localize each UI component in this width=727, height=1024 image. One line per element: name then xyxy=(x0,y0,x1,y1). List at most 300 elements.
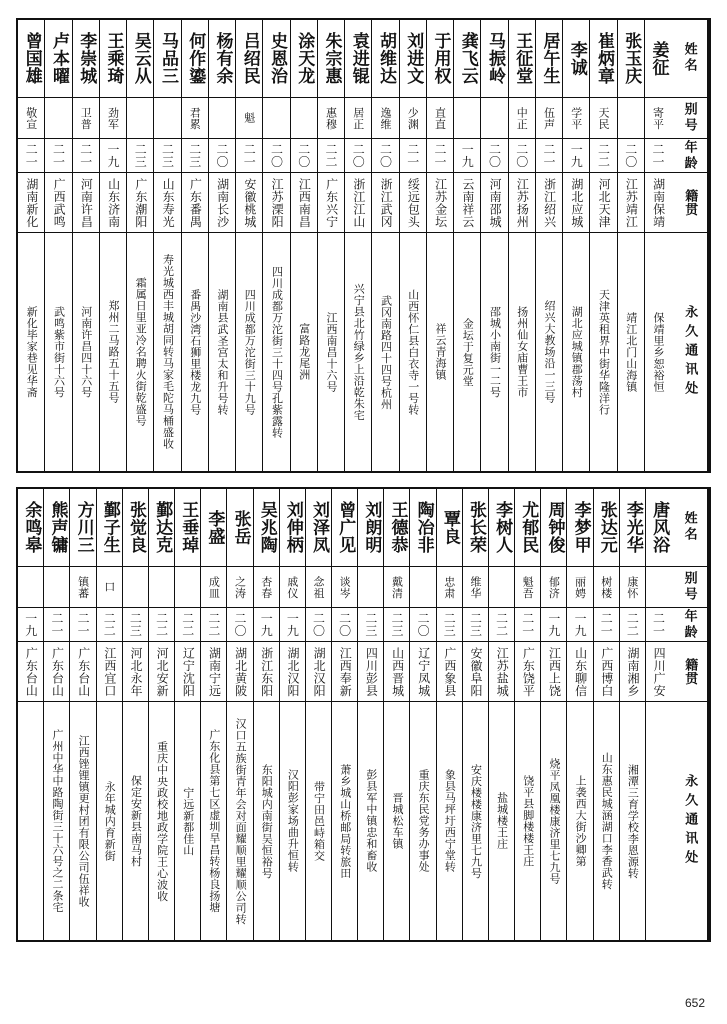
person-alias xyxy=(515,567,540,609)
person-alias xyxy=(280,567,305,609)
person-alias xyxy=(618,98,644,140)
person-native-place xyxy=(254,642,279,702)
table-record-column xyxy=(535,20,562,471)
address-text: 宁远新都佳山 xyxy=(181,786,195,856)
person-native-place xyxy=(18,642,43,702)
person-address xyxy=(201,702,226,940)
person-address xyxy=(100,233,126,471)
alias-text: 戚仪 xyxy=(285,575,299,599)
table-header-column xyxy=(671,20,709,471)
name-text: 刘朗明 xyxy=(361,501,382,554)
name-text: 吴云从 xyxy=(130,32,151,85)
person-alias xyxy=(73,98,99,140)
person-name xyxy=(182,20,208,98)
person-address xyxy=(358,702,383,940)
person-address xyxy=(645,233,671,471)
table-record-column xyxy=(344,20,371,471)
person-alias xyxy=(306,567,331,609)
age-text: 二〇 xyxy=(214,143,229,169)
person-name xyxy=(400,20,426,98)
alias-text: 寄平 xyxy=(651,106,665,130)
native-text: 湖北汉阳 xyxy=(285,646,300,697)
person-age xyxy=(400,139,426,173)
alias-text: 天民 xyxy=(596,106,610,130)
name-text: 尤郁民 xyxy=(518,501,539,554)
person-native-place xyxy=(263,173,289,233)
native-text: 江西南昌 xyxy=(297,177,312,228)
person-age xyxy=(645,139,671,173)
person-age xyxy=(620,608,645,642)
name-text: 刘进文 xyxy=(403,32,424,85)
person-alias xyxy=(45,98,71,140)
alias-text: 戴清 xyxy=(390,575,404,599)
age-text: 二三 xyxy=(389,612,404,638)
native-text: 广东番禺 xyxy=(188,177,203,228)
name-text: 覃良 xyxy=(439,509,460,545)
person-name xyxy=(541,489,566,567)
table-record-column xyxy=(426,20,453,471)
table-record-column xyxy=(126,20,153,471)
person-age xyxy=(463,608,488,642)
native-text: 江苏靖江 xyxy=(624,177,639,228)
person-address xyxy=(127,233,153,471)
person-alias xyxy=(646,567,671,609)
alias-text: 念祖 xyxy=(312,575,325,599)
person-alias xyxy=(594,567,619,609)
native-text: 广东台山 xyxy=(76,646,91,697)
name-text: 袁进锟 xyxy=(348,32,369,85)
person-alias xyxy=(44,567,69,609)
person-age xyxy=(318,139,344,173)
table-record-column xyxy=(18,489,43,940)
address-text: 带宁田邑峙箱交 xyxy=(312,780,326,862)
name-text: 周钟俊 xyxy=(544,501,565,554)
person-age xyxy=(515,608,540,642)
person-address xyxy=(291,233,317,471)
person-age xyxy=(254,608,279,642)
person-name xyxy=(254,489,279,567)
person-alias xyxy=(263,98,289,140)
person-alias xyxy=(410,567,435,609)
name-text: 张长荣 xyxy=(465,501,486,554)
person-address xyxy=(646,702,671,940)
person-native-place xyxy=(201,642,226,702)
age-text: 二〇 xyxy=(416,612,431,638)
alias-text: 维华 xyxy=(468,575,482,599)
person-address xyxy=(400,233,426,471)
header-name-text: 姓名 xyxy=(681,511,697,544)
person-age xyxy=(70,608,95,642)
table-record-column xyxy=(566,489,592,940)
person-address xyxy=(280,702,305,940)
person-age xyxy=(567,608,592,642)
person-native-place xyxy=(481,173,507,233)
person-address xyxy=(410,702,435,940)
name-text: 李光华 xyxy=(622,501,643,554)
person-native-place xyxy=(332,642,357,702)
person-address xyxy=(70,702,95,940)
alias-text: 学平 xyxy=(569,106,583,130)
address-text: 山西怀仁县白衣寺一号转 xyxy=(406,288,420,416)
person-address xyxy=(254,702,279,940)
age-text: 二〇 xyxy=(351,143,366,169)
native-text: 河北永年 xyxy=(129,646,144,697)
person-address xyxy=(454,233,480,471)
person-address xyxy=(18,233,44,471)
person-native-place xyxy=(209,173,235,233)
age-text: 二二 xyxy=(180,612,195,638)
age-text: 二一 xyxy=(432,143,447,169)
person-native-place xyxy=(427,173,453,233)
person-address xyxy=(175,702,200,940)
address-text: 兴宁县北竹绿乡上沿乾朱宅 xyxy=(352,283,366,422)
native-text: 湖南保靖 xyxy=(651,177,666,228)
age-text: 二二 xyxy=(154,612,169,638)
table-record-column xyxy=(645,489,671,940)
person-native-place xyxy=(175,642,200,702)
person-native-place xyxy=(590,173,616,233)
person-age xyxy=(481,139,507,173)
person-alias xyxy=(645,98,671,140)
person-alias xyxy=(332,567,357,609)
age-text: 二一 xyxy=(51,143,66,169)
table-record-column xyxy=(331,489,357,940)
person-address xyxy=(594,702,619,940)
native-text: 湖南长沙 xyxy=(215,177,230,228)
age-text: 二二 xyxy=(102,612,117,638)
person-age xyxy=(201,608,226,642)
native-text: 湖南湘乡 xyxy=(625,646,640,697)
person-native-place xyxy=(618,173,644,233)
person-name xyxy=(590,20,616,98)
address-text: 江西南昌十六号 xyxy=(325,311,339,393)
column-header-alias xyxy=(671,567,707,609)
age-text: 二〇 xyxy=(311,612,326,638)
person-native-place xyxy=(400,173,426,233)
person-alias xyxy=(254,567,279,609)
column-header-alias xyxy=(671,98,707,140)
native-text: 浙江武冈 xyxy=(379,177,394,228)
table-record-column xyxy=(96,489,122,940)
person-name xyxy=(97,489,122,567)
person-alias xyxy=(345,98,371,140)
address-text: 四川成都万沱街三十四号孔紫露转 xyxy=(270,265,284,439)
age-text: 二三 xyxy=(128,612,143,638)
person-native-place xyxy=(384,642,409,702)
person-name xyxy=(127,20,153,98)
person-name xyxy=(509,20,535,98)
person-age xyxy=(509,139,535,173)
person-name xyxy=(318,20,344,98)
person-alias xyxy=(182,98,208,140)
age-text: 二三 xyxy=(442,612,457,638)
person-address xyxy=(44,702,69,940)
age-text: 二〇 xyxy=(269,143,284,169)
person-name xyxy=(154,20,180,98)
person-address xyxy=(18,702,43,940)
person-alias xyxy=(427,98,453,140)
person-age xyxy=(384,608,409,642)
name-text: 马振岭 xyxy=(485,32,506,85)
person-age xyxy=(541,608,566,642)
name-text: 张岳 xyxy=(230,509,251,545)
person-age xyxy=(154,139,180,173)
person-native-place xyxy=(509,173,535,233)
header-name-text: 姓名 xyxy=(681,42,697,75)
table-record-column xyxy=(43,489,69,940)
person-alias xyxy=(201,567,226,609)
address-text: 河南许昌四十六号 xyxy=(79,306,93,399)
table-record-column xyxy=(174,489,200,940)
person-alias xyxy=(489,567,514,609)
column-header-address xyxy=(671,702,707,940)
address-text: 祥云青海镇 xyxy=(434,323,448,381)
person-age xyxy=(100,139,126,173)
header-native-text: 籍贯 xyxy=(682,658,698,686)
age-text: 二一 xyxy=(599,612,614,638)
address-text: 广东化县第七区虚圳旱昌转杨良扬塘 xyxy=(207,729,221,914)
table-record-column xyxy=(18,20,44,471)
person-name xyxy=(437,489,462,567)
person-name xyxy=(646,489,671,567)
person-native-place xyxy=(620,642,645,702)
alias-text: 劲军 xyxy=(106,106,120,130)
name-text: 张觉良 xyxy=(125,501,146,554)
native-text: 广东台山 xyxy=(24,646,39,697)
person-name xyxy=(291,20,317,98)
native-text: 河北天津 xyxy=(597,177,612,228)
address-text: 绍兴大教场沿一三号 xyxy=(543,300,557,404)
table-record-column xyxy=(399,20,426,471)
person-name xyxy=(515,489,540,567)
address-text: 武鸣紫市街十六号 xyxy=(52,306,66,399)
person-age xyxy=(306,608,331,642)
person-native-place xyxy=(280,642,305,702)
person-native-place xyxy=(515,642,540,702)
table-record-column xyxy=(480,20,507,471)
age-text: 二〇 xyxy=(233,612,248,638)
column-header-name xyxy=(671,20,707,98)
person-address xyxy=(123,702,148,940)
address-text: 山东惠民城涵湖口李香武转 xyxy=(600,752,614,891)
age-text: 一九 xyxy=(569,143,584,169)
age-text: 二〇 xyxy=(296,143,311,169)
native-text: 湖北黄陂 xyxy=(233,646,248,697)
person-address xyxy=(227,702,252,940)
age-text: 二一 xyxy=(24,143,39,169)
person-address xyxy=(509,233,535,471)
person-alias xyxy=(18,567,43,609)
native-text: 湖北汉阳 xyxy=(312,646,327,697)
column-header-native xyxy=(671,642,707,702)
person-name xyxy=(481,20,507,98)
person-native-place xyxy=(123,642,148,702)
person-alias xyxy=(620,567,645,609)
name-text: 李树人 xyxy=(492,501,513,554)
header-native-text: 籍贯 xyxy=(682,189,698,217)
person-native-place xyxy=(227,642,252,702)
person-address xyxy=(620,702,645,940)
person-name xyxy=(45,20,71,98)
native-text: 辽宁凤城 xyxy=(416,646,431,697)
column-header-native xyxy=(671,173,707,233)
person-alias xyxy=(563,98,589,140)
person-age xyxy=(18,608,43,642)
name-text: 刘泽凤 xyxy=(309,501,330,554)
native-text: 广西象县 xyxy=(442,646,457,697)
age-text: 二二 xyxy=(494,612,509,638)
person-age xyxy=(97,608,122,642)
person-native-place xyxy=(149,642,174,702)
alias-text: 之涛 xyxy=(233,575,247,599)
age-text: 二一 xyxy=(651,612,666,638)
alias-text: 杏春 xyxy=(259,575,273,599)
header-age-text: 年龄 xyxy=(681,139,697,172)
person-address xyxy=(332,702,357,940)
name-text: 张达元 xyxy=(596,501,617,554)
age-text: 二一 xyxy=(405,143,420,169)
person-age xyxy=(263,139,289,173)
age-text: 一九 xyxy=(285,612,300,638)
age-text: 二一 xyxy=(78,143,93,169)
native-text: 湖南新化 xyxy=(24,177,39,228)
person-native-place xyxy=(70,642,95,702)
address-text: 湘潭三育学校李恩源转 xyxy=(626,763,640,879)
person-age xyxy=(175,608,200,642)
person-age xyxy=(209,139,235,173)
address-text: 新化毕家巷见华斋 xyxy=(25,306,39,399)
address-text: 汉口五族街青年会对面耀顺里耀顺公司转 xyxy=(234,717,248,925)
native-text: 江苏盐城 xyxy=(495,646,510,697)
person-name xyxy=(463,489,488,567)
alias-text: 树楼 xyxy=(599,575,613,599)
table-record-column xyxy=(514,489,540,940)
person-native-place xyxy=(44,642,69,702)
address-text: 广州中华中路陶街三十六号之二条宅 xyxy=(50,729,64,914)
person-name xyxy=(100,20,126,98)
header-alias-text: 别号 xyxy=(681,102,697,135)
person-native-place xyxy=(345,173,371,233)
name-text: 熊声镛 xyxy=(47,501,68,554)
person-alias xyxy=(400,98,426,140)
age-text: 二一 xyxy=(76,612,91,638)
header-alias-text: 别号 xyxy=(681,571,697,604)
alias-text: 中正 xyxy=(515,106,529,130)
person-age xyxy=(536,139,562,173)
address-text: 饶平县脚楼楼王庄 xyxy=(521,775,535,868)
person-name xyxy=(618,20,644,98)
native-text: 绥远包头 xyxy=(406,177,421,228)
table-record-column xyxy=(148,489,174,940)
native-text: 山东寿光 xyxy=(161,177,176,228)
age-text: 二一 xyxy=(520,612,535,638)
name-text: 朱宗惠 xyxy=(321,32,342,85)
alias-text: 少渊 xyxy=(406,106,420,130)
alias-text: 魁 xyxy=(242,112,256,124)
table-record-column xyxy=(409,489,435,940)
table-record-column xyxy=(262,20,289,471)
person-age xyxy=(427,139,453,173)
alias-text: 镇蕃 xyxy=(76,575,90,599)
address-text: 天津英租界中街华隆洋行 xyxy=(597,288,611,416)
person-address xyxy=(590,233,616,471)
alias-text: 君累 xyxy=(188,106,202,130)
person-name xyxy=(73,20,99,98)
native-text: 江西宜口 xyxy=(102,646,117,697)
person-address xyxy=(427,233,453,471)
native-text: 江苏扬州 xyxy=(515,177,530,228)
address-text: 盐城楼王庄 xyxy=(495,792,509,850)
person-address xyxy=(236,233,262,471)
address-text: 湖北应城镇郡荡村 xyxy=(570,306,584,399)
person-alias xyxy=(318,98,344,140)
name-text: 鄞子生 xyxy=(99,501,120,554)
age-text: 二二 xyxy=(323,143,338,169)
native-text: 四川彭县 xyxy=(364,646,379,697)
person-alias xyxy=(567,567,592,609)
native-text: 云南祥云 xyxy=(460,177,475,228)
person-native-place xyxy=(410,642,435,702)
alias-text: 逸维 xyxy=(378,106,392,130)
address-text: 象县马坪圩西宁堂转 xyxy=(443,769,457,873)
person-name xyxy=(70,489,95,567)
person-age xyxy=(280,608,305,642)
name-text: 方川三 xyxy=(73,501,94,554)
age-text: 一九 xyxy=(546,612,561,638)
name-text: 于用权 xyxy=(430,32,451,85)
native-text: 江苏金坛 xyxy=(433,177,448,228)
person-address xyxy=(73,233,99,471)
alias-text: 忠肃 xyxy=(442,575,456,599)
name-text: 吴兆陶 xyxy=(256,501,277,554)
alias-text: 口 xyxy=(102,581,116,593)
alias-text: 康怀 xyxy=(625,575,639,599)
person-alias xyxy=(154,98,180,140)
person-address xyxy=(567,702,592,940)
column-header-age xyxy=(671,139,707,173)
person-alias xyxy=(209,98,235,140)
alias-text: 丽娉 xyxy=(573,575,587,599)
table-record-column xyxy=(235,20,262,471)
person-name xyxy=(358,489,383,567)
alias-text: 敬宣 xyxy=(24,106,38,130)
person-address xyxy=(541,702,566,940)
person-address xyxy=(154,233,180,471)
person-address xyxy=(345,233,371,471)
person-name xyxy=(306,489,331,567)
name-text: 陶冶非 xyxy=(413,501,434,554)
person-age xyxy=(18,139,44,173)
person-age xyxy=(44,608,69,642)
person-alias xyxy=(590,98,616,140)
table-record-column xyxy=(290,20,317,471)
person-native-place xyxy=(541,642,566,702)
native-text: 浙江东阳 xyxy=(259,646,274,697)
name-text: 王德恭 xyxy=(387,501,408,554)
person-age xyxy=(123,608,148,642)
table-record-column xyxy=(619,489,645,940)
person-name xyxy=(280,489,305,567)
person-native-place xyxy=(454,173,480,233)
person-name xyxy=(536,20,562,98)
person-alias xyxy=(463,567,488,609)
age-text: 二一 xyxy=(541,143,556,169)
age-text: 二三 xyxy=(133,143,148,169)
person-address xyxy=(481,233,507,471)
age-text: 二三 xyxy=(363,612,378,638)
address-text: 霜属日里亚冷名聘火街乾盛号 xyxy=(134,277,148,427)
person-native-place xyxy=(291,173,317,233)
